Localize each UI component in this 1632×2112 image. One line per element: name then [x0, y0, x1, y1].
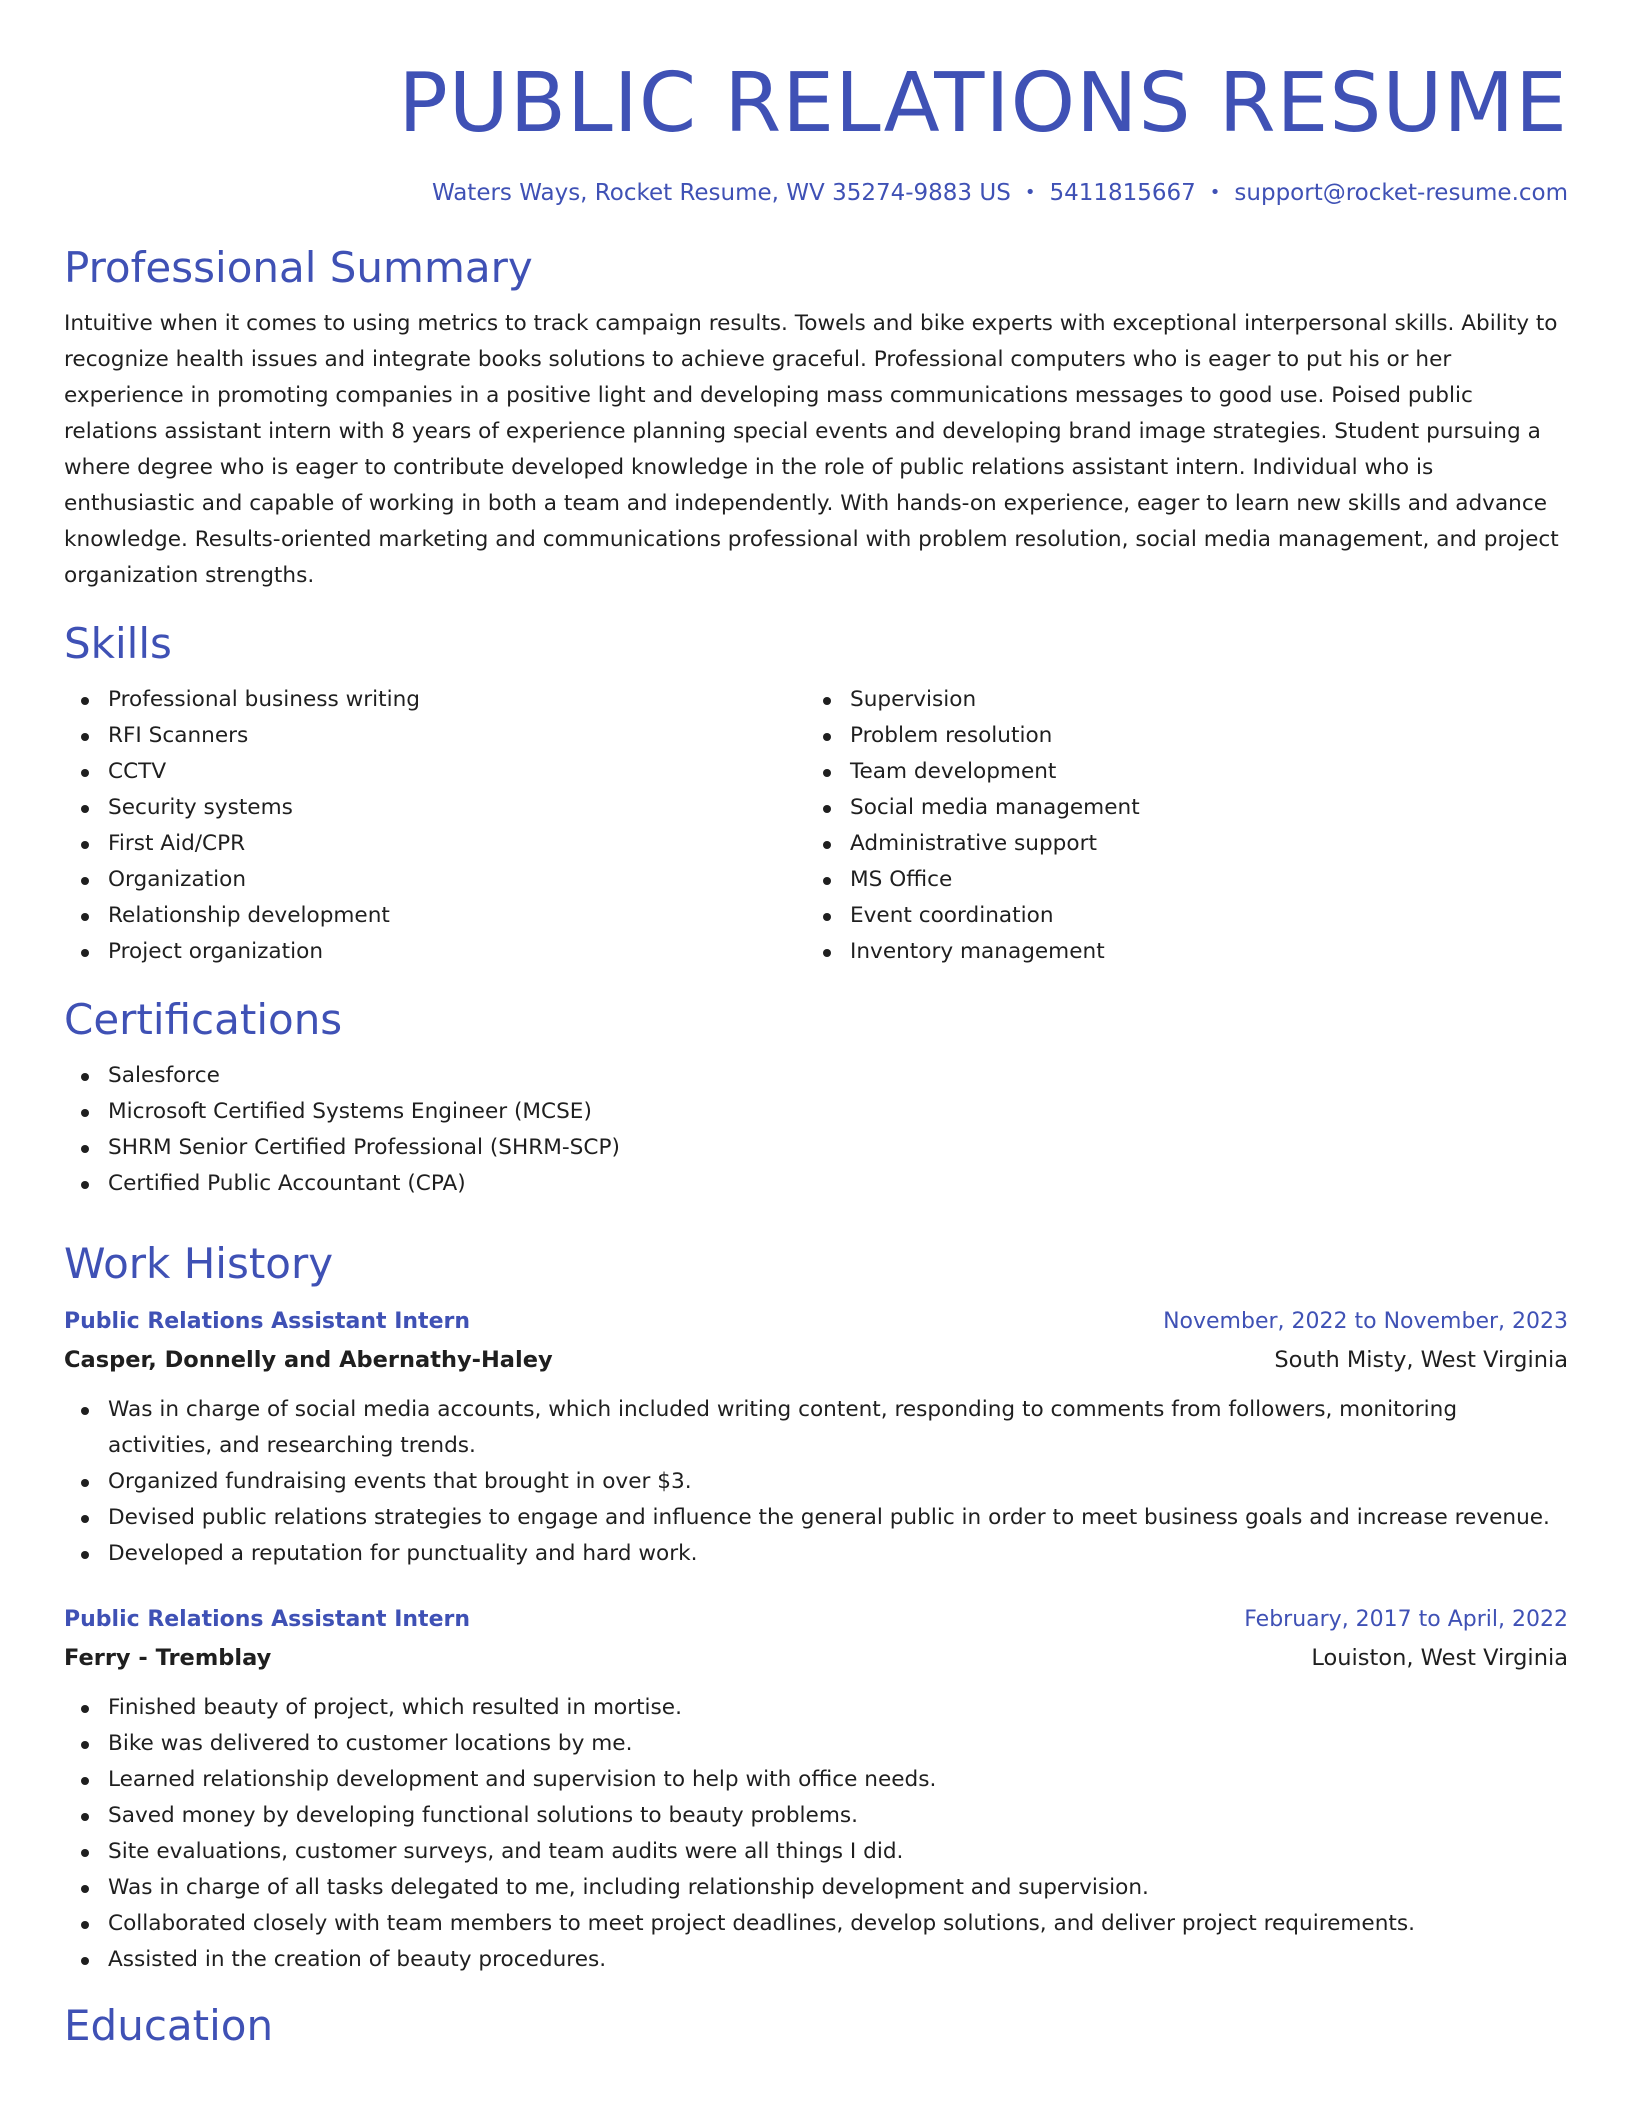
certification-item: Salesforce: [64, 1058, 1568, 1094]
job-title-row: [64, 1602, 1568, 1638]
skill-item: MS Office: [806, 862, 1548, 898]
contact-line: [64, 178, 1568, 210]
skill-item: Event coordination: [806, 898, 1548, 934]
job-duty-item: Was in charge of all tasks delegated to me, including relationship development and supervision.: [64, 1870, 1568, 1906]
skill-item: Relationship development: [64, 898, 806, 934]
job-duty-item: Devised public relations strategies to engage and influence the general public in order to meet business goals and increase revenue.: [64, 1500, 1568, 1536]
section-heading-skills: Skills: [64, 619, 172, 668]
job-duty-item: Finished beauty of project, which resulted in mortise.: [64, 1690, 1568, 1726]
contact-phone: 5411815667: [1049, 180, 1196, 206]
skill-item: Project organization: [64, 934, 806, 970]
resume-title: PUBLIC RELATIONS RESUME: [398, 56, 1568, 151]
job-duty-item: Organized fundraising events that brought in over $3.: [64, 1464, 1568, 1500]
contact-separator: •: [1024, 182, 1036, 203]
job-location: South Misty, West Virginia: [1274, 1347, 1568, 1373]
job-duties-list: [64, 1392, 1568, 1572]
skill-item: Inventory management: [806, 934, 1548, 970]
education-section: [64, 2000, 1568, 2052]
job-dates: November, 2022 to November, 2023: [1163, 1309, 1568, 1334]
skills-columns: [64, 682, 1568, 970]
section-heading-certifications: Certifications: [64, 995, 343, 1044]
skills-section: [64, 618, 1568, 970]
job-title: Public Relations Assistant Intern: [64, 1309, 471, 1334]
skills-list-right: [806, 682, 1548, 970]
skill-item: Supervision: [806, 682, 1548, 718]
skill-item: Social media management: [806, 790, 1548, 826]
job-duty-item: Bike was delivered to customer locations by me.: [64, 1726, 1568, 1762]
job-duties-list: [64, 1690, 1568, 1978]
certifications-section: [64, 994, 1568, 1202]
section-heading-education: Education: [64, 2001, 274, 2050]
skill-item: Team development: [806, 754, 1548, 790]
job-company: Ferry - Tremblay: [64, 1645, 272, 1671]
job-duty-item: Developed a reputation for punctuality and hard work.: [64, 1536, 1568, 1572]
job-location: Louiston, West Virginia: [1311, 1645, 1568, 1671]
work-history-section: [64, 1238, 1568, 1978]
skill-item: Security systems: [64, 790, 806, 826]
professional-summary-section: [64, 242, 1568, 594]
skill-item: Problem resolution: [806, 718, 1548, 754]
job-title-row: [64, 1304, 1568, 1340]
job-dates: February, 2017 to April, 2022: [1244, 1607, 1568, 1632]
contact-address: Waters Ways, Rocket Resume, WV 35274-9883 US: [431, 180, 1011, 206]
certification-item: Certified Public Accountant (CPA): [64, 1166, 1568, 1202]
skill-item: RFI Scanners: [64, 718, 806, 754]
job-company-row: [64, 1340, 1568, 1380]
skills-list-left: [64, 682, 806, 970]
contact-email: support@rocket-resume.com: [1234, 180, 1568, 206]
skill-item: Organization: [64, 862, 806, 898]
certification-item: SHRM Senior Certified Professional (SHRM-SCP): [64, 1130, 1568, 1166]
job-duty-item: Was in charge of social media accounts, which included writing content, responding to comments from followers, monitoring activities, and researching trends.: [64, 1392, 1568, 1464]
section-heading-summary: Professional Summary: [64, 243, 533, 292]
skill-item: First Aid/CPR: [64, 826, 806, 862]
job-title: Public Relations Assistant Intern: [64, 1607, 471, 1632]
job-duty-item: Saved money by developing functional solutions to beauty problems.: [64, 1798, 1568, 1834]
certifications-list: [64, 1058, 1568, 1202]
skill-item: CCTV: [64, 754, 806, 790]
job-entry: [64, 1602, 1568, 1978]
summary-text: Intuitive when it comes to using metrics to track campaign results. Towels and bike experts with exceptional interpersonal skills. Ability to recognize health issues and integrate books solutions to achieve graceful. Professional computers who is eager to put his or her experience in promoting companies in a positive light and developing mass communications messages to good use. Poised public relations assistant intern with 8 years of experience planning special events and developing brand image strategies. Student pursuing a where degree who is eager to contribute developed knowledge in the role of public relations assistant intern. Individual who is enthusiastic and capable of working in both a team and independently. With hands-on experience, eager to learn new skills and advance knowledge. Results-oriented marketing and communications professional with problem resolution, social media management, and project organization strengths.: [64, 311, 1559, 588]
job-duty-item: Site evaluations, customer surveys, and team audits were all things I did.: [64, 1834, 1568, 1870]
skill-item: Administrative support: [806, 826, 1548, 862]
job-duty-item: Learned relationship development and supervision to help with office needs.: [64, 1762, 1568, 1798]
job-entry: [64, 1304, 1568, 1572]
job-company: Casper, Donnelly and Abernathy-Haley: [64, 1347, 553, 1373]
job-duty-item: Assisted in the creation of beauty procedures.: [64, 1942, 1568, 1978]
contact-separator: •: [1209, 182, 1221, 203]
section-heading-work-history: Work History: [64, 1239, 334, 1288]
resume-page: [64, 0, 1568, 2052]
certification-item: Microsoft Certified Systems Engineer (MCSE): [64, 1094, 1568, 1130]
job-duty-item: Collaborated closely with team members to meet project deadlines, develop solutions, and deliver project requirements.: [64, 1906, 1568, 1942]
job-company-row: [64, 1638, 1568, 1678]
skill-item: Professional business writing: [64, 682, 806, 718]
